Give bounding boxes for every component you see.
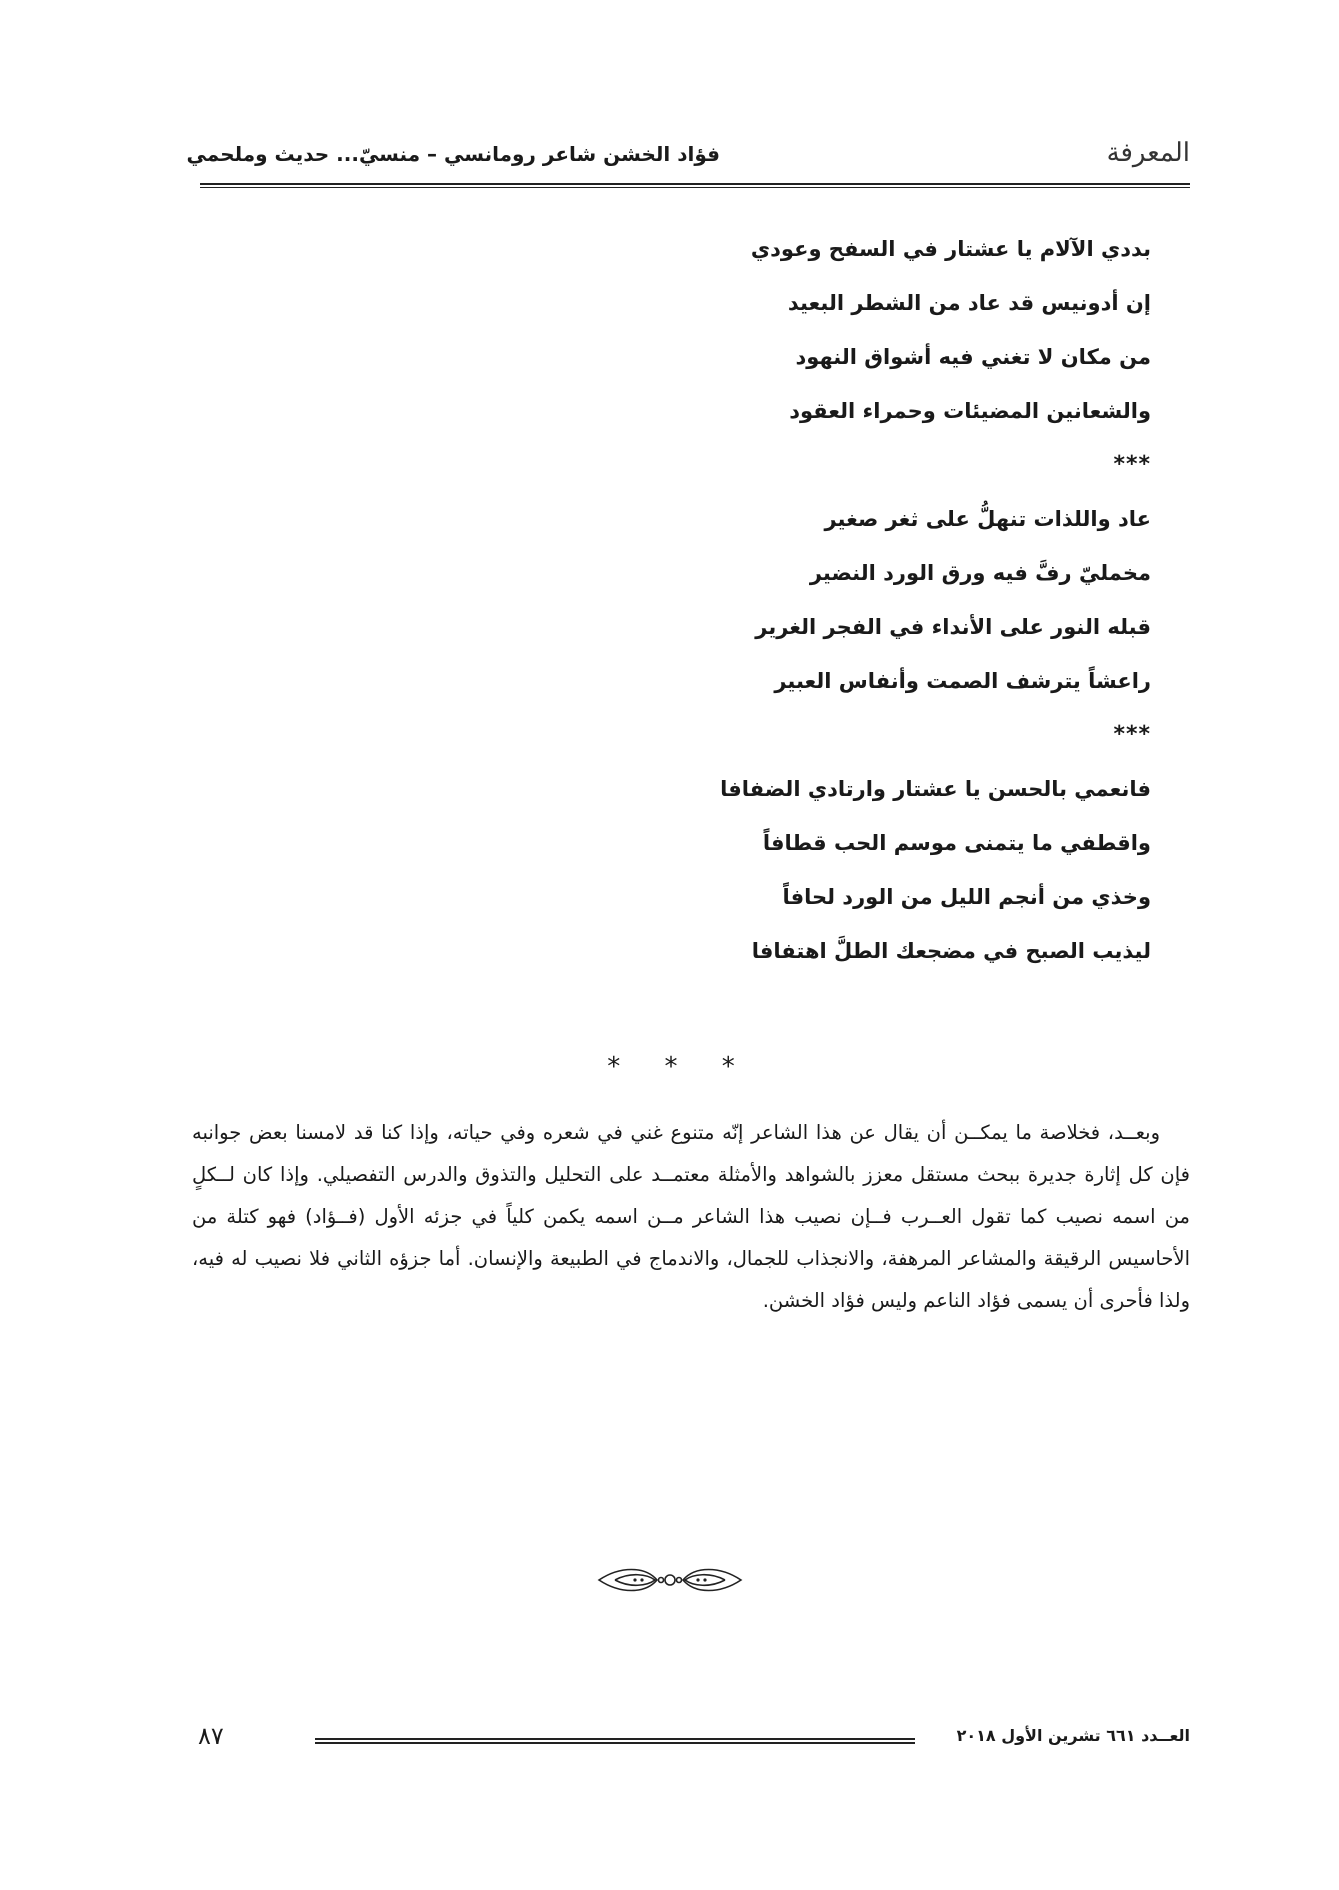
poem-verse: بددي الآلام يا عشتار في السفح وعودي (750, 237, 1151, 261)
poem-verse: وخذي من أنجم الليل من الورد لحافاً (782, 885, 1151, 909)
poem-verse: إن أدونيس قد عاد من الشطر البعيد (787, 291, 1151, 315)
poem-verse: قبله النور على الأنداء في الفجر الغرير (755, 615, 1151, 639)
poem-verse: عاد واللذات تنهلُّ على ثغر صغير (824, 507, 1151, 531)
poem-verse: من مكان لا تغني فيه أشواق النهود (795, 345, 1151, 369)
poem-stanza (511, 492, 1151, 708)
poem-stanza (511, 762, 1151, 978)
poem-stanza (511, 222, 1151, 438)
poem-verse: والشعانين المضيئات وحمراء العقود (789, 399, 1151, 423)
poem-verse: راعشاً يترشف الصمت وأنفاس العبير (774, 669, 1151, 693)
body-paragraph: وبعــد، فخلاصة ما يمكــن أن يقال عن هذا الشاعر إنّه متنوع غني في شعره وفي حياته، وإذا كنا قد لامسنا بعض جوانبه فإن كل إثارة جديرة ببحث مستقل معزز بالشواهد والأمثلة معتمــد على التحليل والتذوق والدرس التفصيلي. وإذا كان لــكلٍ من اسمه نصيب كما تقول العــرب فــإن نصيب هذا الشاعر مــن اسمه يكمن كلياً في جزئه الأول (فــؤاد) فهو كتلة من الأحاسيس الرقيقة والمشاعر المرهفة، والانجذاب للجمال، والاندماج في الطبيعة والإنسان. أما جزؤه الثاني فلا نصيب له فيه، ولذا فأحرى أن يسمى فؤاد الناعم وليس فؤاد الخشن. (192, 1121, 1190, 1312)
page-number: ٨٧ (198, 1722, 224, 1750)
body-text (192, 1112, 1190, 1322)
stanza-separator: *** (1113, 722, 1151, 747)
poem (511, 222, 1151, 978)
poem-verse: مخمليّ رفَّ فيه ورق الورد النضير (809, 561, 1151, 585)
poem-verse: فانعمي بالحسن يا عشتار وارتادي الضفافا (720, 777, 1151, 801)
magazine-logo: المعرفة (1106, 138, 1190, 168)
footer-divider (315, 1738, 915, 1744)
ornament-divider-icon (595, 1560, 745, 1600)
header-divider (200, 183, 1190, 188)
stanza-separator: *** (1113, 452, 1151, 477)
section-break: * * * (607, 1052, 753, 1082)
poem-verse: ليذيب الصبح في مضجعك الطلَّ اهتفافا (751, 939, 1151, 963)
poem-verse: واقطفي ما يتمنى موسم الحب قطافاً (762, 831, 1151, 855)
page-footer (190, 1720, 1190, 1760)
issue-label: العــدد ٦٦١ تشرين الأول ٢٠١٨ (956, 1726, 1190, 1745)
article-title: فؤاد الخشن شاعر رومانسي – منسيّ... حديث وملحمي (186, 142, 720, 166)
